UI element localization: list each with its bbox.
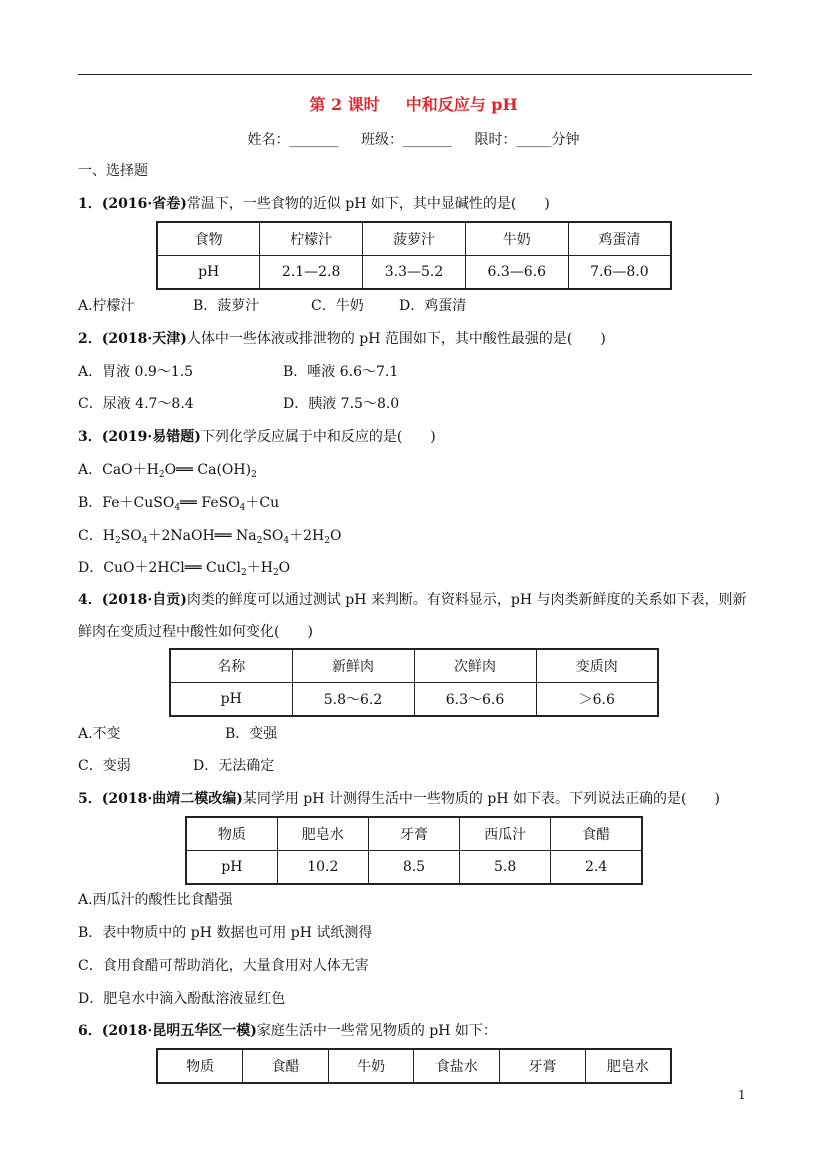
q1-option-d: D．鸡蛋清: [399, 298, 467, 314]
q4-table: [169, 648, 659, 717]
table-cell: 物质: [157, 1049, 243, 1083]
table-row: [157, 256, 671, 290]
q5-source: (2018·曲靖二模改编): [101, 791, 243, 807]
q4-source: (2018·自贡): [101, 592, 187, 608]
table-cell: 西瓜汁: [460, 817, 551, 851]
section-heading: 一、选择题: [78, 163, 148, 179]
table-row: [157, 1049, 671, 1083]
table-cell: ＞6.6: [536, 683, 658, 717]
q3-option-d: D．CuO＋2HCl══ $CuCl_2+H_2O$: [78, 560, 291, 578]
table-cell: 食醋: [551, 817, 642, 851]
table-cell: 牛奶: [465, 222, 568, 256]
table-cell: 食物: [157, 222, 260, 256]
table-row: [170, 649, 658, 683]
table-cell: 牙膏: [368, 817, 459, 851]
title-topic: 中和反应与 pH: [405, 95, 518, 114]
table-cell: 3.3—5.2: [363, 256, 466, 290]
table-cell: 食盐水: [414, 1049, 500, 1083]
q5-text: 某同学用 pH 计测得生活中一些物质的 pH 如下表。下列说法正确的是( ): [242, 791, 720, 807]
q1-option-a: A.柠檬汁: [78, 298, 135, 314]
question-6: [78, 1021, 497, 1041]
q2-option-c: C．尿液 4.7～8.4: [78, 396, 194, 412]
table-row: [157, 222, 671, 256]
question-2: [78, 329, 606, 349]
q4-text: 肉类的鲜度可以通过测试 pH 来判断。有资料显示，pH 与肉类新鲜度的关系如下表，则新: [186, 592, 747, 608]
q2-source: (2018·天津): [101, 331, 187, 347]
table-row: [186, 817, 642, 851]
q6-number: 6．: [78, 1023, 102, 1039]
q1-option-b: B．菠萝汁: [193, 298, 260, 314]
title-lesson: 第 2 课时: [309, 95, 380, 114]
page-title: [0, 92, 827, 115]
q5-number: 5．: [78, 791, 102, 807]
q3-source: (2019·易错题): [101, 429, 201, 445]
q3-text: 下列化学反应属于中和反应的是( ): [200, 429, 436, 445]
q2-text: 人体中一些体液或排泄物的 pH 范围如下，其中酸性最强的是( ): [186, 331, 606, 347]
time-limit-field: 限时：_____分钟: [474, 132, 580, 148]
q6-table: [156, 1048, 672, 1084]
table-cell: 8.5: [368, 851, 459, 885]
q3-option-a: A．$CaO+H_2O══$ $Ca(OH)_2$: [78, 462, 257, 480]
table-cell: 物质: [186, 817, 277, 851]
table-cell: 鸡蛋清: [568, 222, 671, 256]
q2-option-a: A．胃液 0.9～1.5: [78, 364, 194, 380]
q5-option-b: B．表中物质中的 pH 数据也可用 pH 试纸测得: [78, 925, 373, 941]
table-cell: 5.8～6.2: [292, 683, 414, 717]
question-3: [78, 427, 436, 447]
q4-text-continued: 鲜肉在变质过程中酸性如何变化( ): [78, 624, 313, 640]
q1-source: (2016·省卷): [101, 196, 187, 212]
q4-option-a: A.不变: [78, 726, 121, 742]
table-cell: 柠檬汁: [260, 222, 363, 256]
q1-table: [156, 221, 672, 290]
table-cell: 肥皂水: [277, 817, 368, 851]
q4-number: 4．: [78, 592, 102, 608]
q1-number: 1．: [78, 196, 102, 212]
q6-text: 家庭生活中一些常见物质的 pH 如下：: [256, 1023, 497, 1039]
table-cell: 新鲜肉: [292, 649, 414, 683]
page-number: 1: [738, 1088, 746, 1102]
table-cell: 牛奶: [328, 1049, 414, 1083]
table-cell: 变质肉: [536, 649, 658, 683]
table-row: [170, 683, 658, 717]
table-cell: 6.3—6.6: [465, 256, 568, 290]
name-field: 姓名：_______: [247, 132, 339, 148]
q2-option-b: B．唾液 6.6～7.1: [283, 364, 399, 380]
q3-option-c: C．$H_2SO_4+2NaOH══$ $Na_2SO_4+2H_2O$: [78, 528, 342, 546]
table-cell: 菠萝汁: [363, 222, 466, 256]
top-rule: [78, 74, 752, 75]
q5-option-c: C．食用食醋可帮助消化，大量食用对人体无害: [78, 958, 369, 974]
q5-table: [185, 816, 643, 885]
q5-option-a: A.西瓜汁的酸性比食醋强: [78, 892, 233, 908]
class-field: 班级：_______: [361, 132, 452, 148]
question-4: [78, 590, 747, 610]
q4-option-d: D．无法确定: [193, 758, 275, 774]
q3-number: 3．: [78, 429, 102, 445]
q5-option-d: D．肥皂水中滴入酚酞溶液显红色: [78, 991, 286, 1007]
table-cell: 名称: [170, 649, 292, 683]
q1-option-c: C．牛奶: [311, 298, 364, 314]
table-cell: 次鲜肉: [414, 649, 536, 683]
table-cell: 5.8: [460, 851, 551, 885]
question-5: [78, 789, 720, 809]
table-cell: 肥皂水: [585, 1049, 671, 1083]
q6-source: (2018·昆明五华区一模): [101, 1023, 257, 1039]
q2-number: 2．: [78, 331, 102, 347]
table-cell: 2.1—2.8: [260, 256, 363, 290]
table-cell: 10.2: [277, 851, 368, 885]
q4-option-c: C．变弱: [78, 758, 131, 774]
table-cell: 7.6—8.0: [568, 256, 671, 290]
table-cell: pH: [157, 256, 260, 290]
q1-text: 常温下，一些食物的近似 pH 如下，其中显碱性的是( ): [186, 196, 550, 212]
table-cell: 牙膏: [500, 1049, 586, 1083]
student-info: [0, 129, 827, 149]
q2-option-d: D．胰液 7.5～8.0: [283, 396, 400, 412]
table-cell: 2.4: [551, 851, 642, 885]
q4-option-b: B．变强: [225, 726, 278, 742]
question-1: [78, 194, 550, 214]
table-cell: 食醋: [243, 1049, 329, 1083]
table-cell: 6.3～6.6: [414, 683, 536, 717]
table-cell: pH: [186, 851, 277, 885]
table-cell: pH: [170, 683, 292, 717]
q3-option-b: B．Fe＋CuSO$_4$══ FeSO$_4$＋Cu: [78, 495, 280, 513]
table-row: [186, 851, 642, 885]
